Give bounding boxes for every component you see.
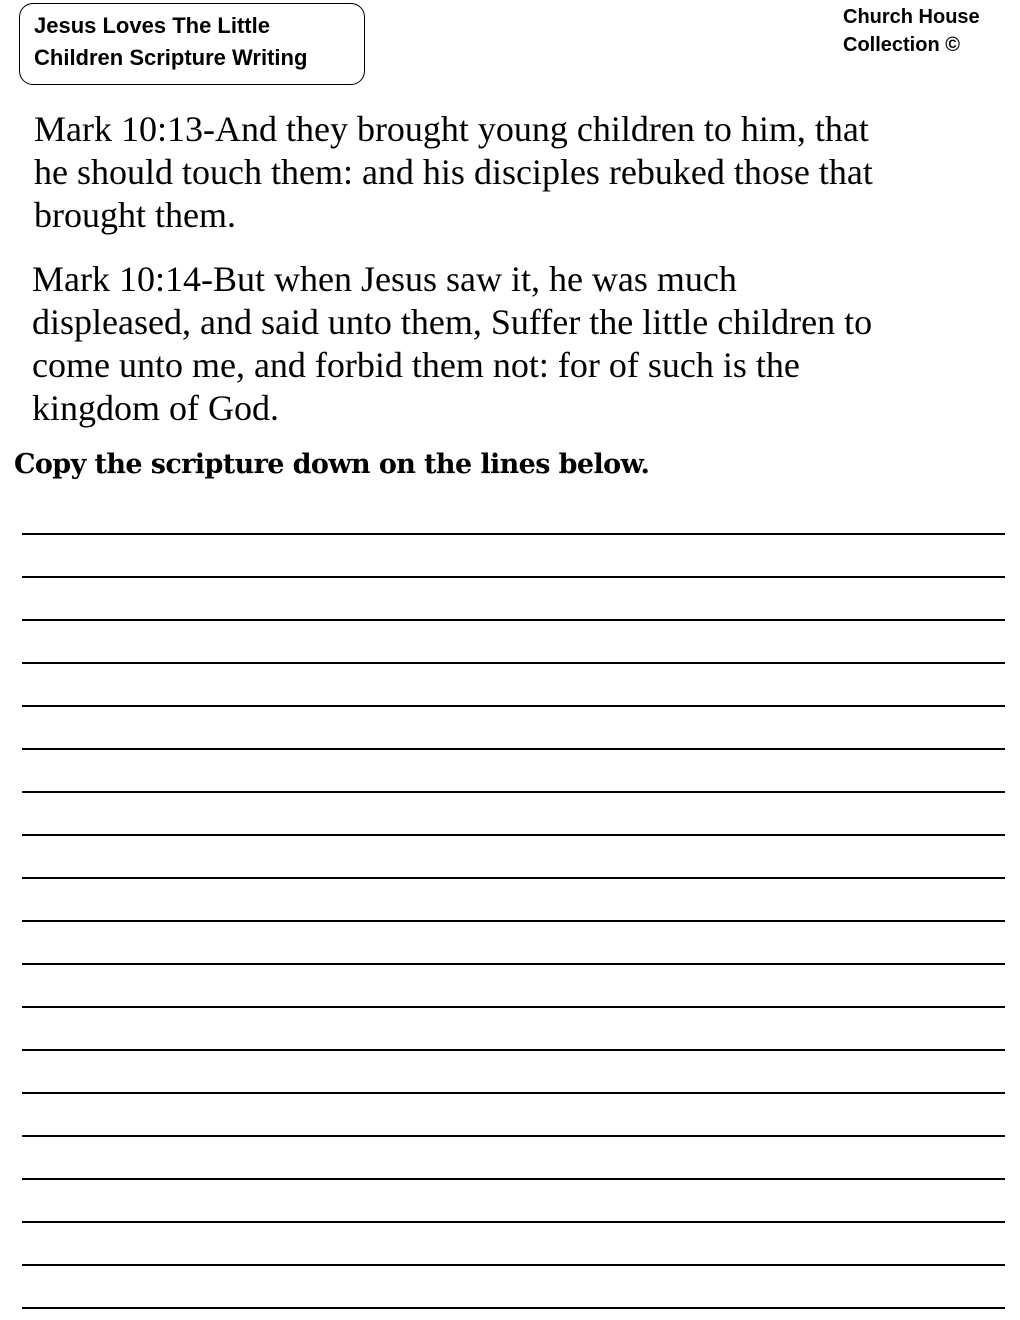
writing-line[interactable] [22, 576, 1005, 578]
verse-line: kingdom of God. [32, 388, 279, 428]
worksheet-title-line-2: Children Scripture Writing [34, 45, 308, 70]
writing-line[interactable] [22, 791, 1005, 793]
verse-line: displeased, and said unto them, Suffer the little children to [32, 302, 873, 342]
writing-line[interactable] [22, 1264, 1005, 1266]
verse-line: Mark 10:14-But when Jesus saw it, he was much [32, 259, 737, 299]
worksheet-title-box [19, 3, 365, 85]
writing-line[interactable] [22, 662, 1005, 664]
writing-line[interactable] [22, 533, 1005, 535]
copyright-line-1: Church House [843, 6, 980, 28]
scripture-mark-10-14 [32, 258, 872, 430]
worksheet-title-line-1: Jesus Loves The Little [34, 13, 270, 38]
writing-line[interactable] [22, 920, 1005, 922]
writing-line[interactable] [22, 619, 1005, 621]
writing-line[interactable] [22, 1006, 1005, 1008]
verse-line: Mark 10:13-And they brought young children to him, that [34, 109, 869, 149]
writing-line[interactable] [22, 1178, 1005, 1180]
writing-line[interactable] [22, 963, 1005, 965]
writing-line[interactable] [22, 1135, 1005, 1137]
writing-line[interactable] [22, 1307, 1005, 1309]
verse-line: brought them. [34, 195, 236, 235]
writing-line[interactable] [22, 748, 1005, 750]
writing-line[interactable] [22, 877, 1005, 879]
writing-line[interactable] [22, 705, 1005, 707]
verse-line: come unto me, and forbid them not: for of such is the [32, 345, 800, 385]
writing-line[interactable] [22, 1221, 1005, 1223]
writing-line[interactable] [22, 1049, 1005, 1051]
copy-instruction: Copy the scripture down on the lines below. [14, 449, 650, 480]
copyright-line-2: Collection © [843, 34, 960, 56]
writing-line[interactable] [22, 834, 1005, 836]
scripture-mark-10-13 [34, 108, 873, 237]
copyright-notice [843, 3, 980, 59]
verse-line: he should touch them: and his disciples rebuked those that [34, 152, 873, 192]
writing-line[interactable] [22, 1092, 1005, 1094]
